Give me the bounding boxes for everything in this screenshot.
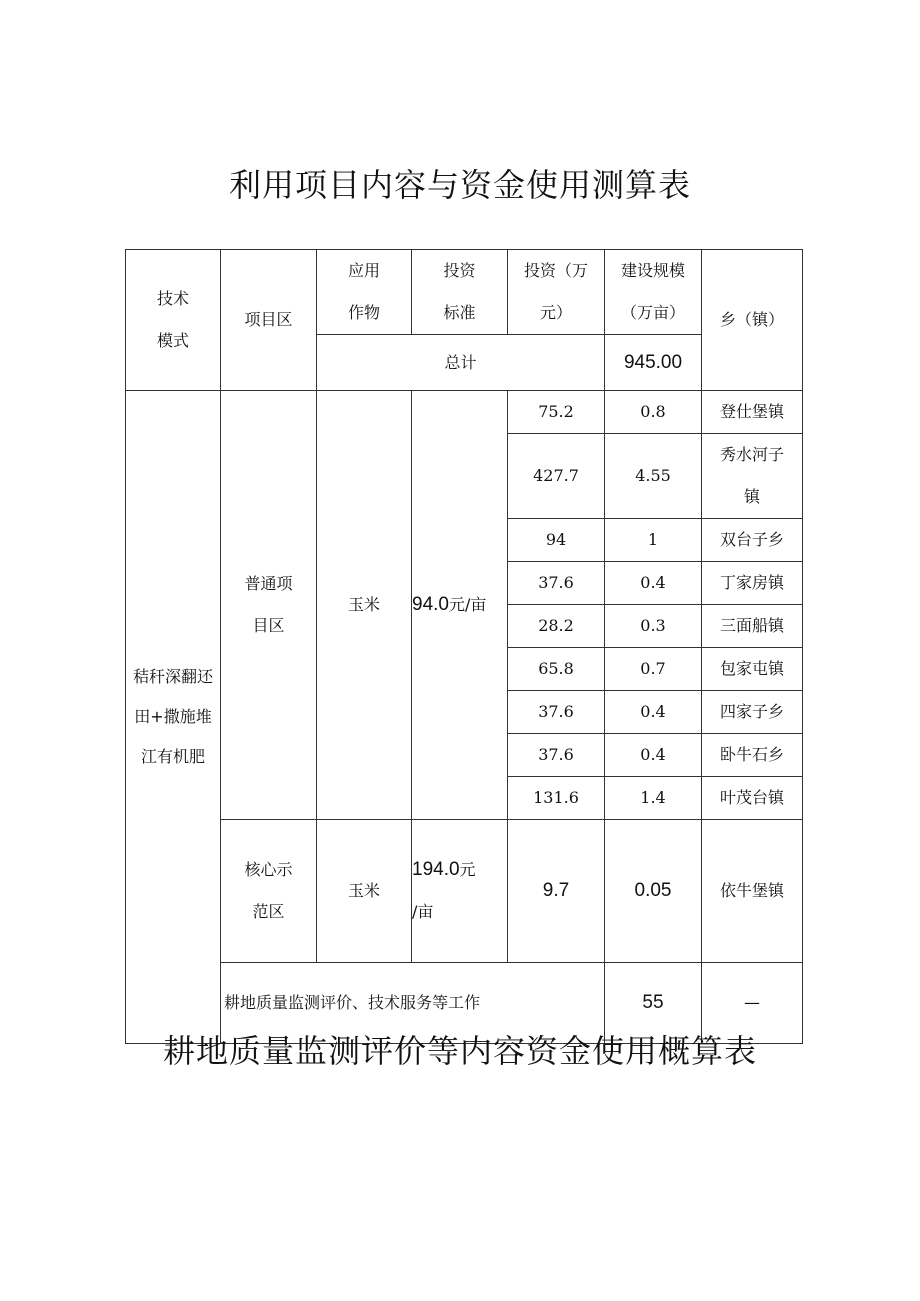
monitor-scale: — — [702, 963, 803, 1044]
header-invest: 投资（万元） — [508, 250, 605, 335]
invest-cell: 28.2 — [508, 605, 605, 648]
scale-cell: 4.55 — [605, 434, 702, 519]
scale-cell: 0.4 — [605, 691, 702, 734]
invest-cell: 131.6 — [508, 777, 605, 820]
core-invest: 9.7 — [508, 820, 605, 963]
monitor-label: 耕地质量监测评价、技术服务等工作 — [221, 963, 605, 1044]
core-area: 核心示范区 — [221, 820, 317, 963]
town-cell: 卧牛石乡 — [702, 734, 803, 777]
core-crop: 玉米 — [317, 820, 412, 963]
general-standard: 94.0元/亩 — [412, 391, 508, 820]
total-invest: 945.00 — [605, 335, 702, 391]
general-crop: 玉米 — [317, 391, 412, 820]
town-cell: 包家屯镇 — [702, 648, 803, 691]
town-cell: 登仕堡镇 — [702, 391, 803, 434]
invest-cell: 37.6 — [508, 734, 605, 777]
scale-cell: 1 — [605, 519, 702, 562]
scale-cell: 0.4 — [605, 734, 702, 777]
town-cell: 丁家房镇 — [702, 562, 803, 605]
scale-cell: 0.4 — [605, 562, 702, 605]
invest-cell: 427.7 — [508, 434, 605, 519]
table-row — [126, 820, 803, 963]
core-standard: 194.0元 /亩 — [412, 820, 508, 963]
budget-table — [125, 249, 803, 1044]
invest-cell: 37.6 — [508, 691, 605, 734]
header-scale: 建设规模（万亩） — [605, 250, 702, 335]
scale-cell: 0.3 — [605, 605, 702, 648]
header-town: 乡（镇） — [702, 250, 803, 391]
monitor-invest: 55 — [605, 963, 702, 1044]
scale-cell: 0.7 — [605, 648, 702, 691]
scale-cell: 1.4 — [605, 777, 702, 820]
general-area: 普通项目区 — [221, 391, 317, 820]
total-label: 总计 — [317, 335, 605, 391]
town-cell: 双台子乡 — [702, 519, 803, 562]
invest-cell: 75.2 — [508, 391, 605, 434]
header-standard: 投资标准 — [412, 250, 508, 335]
header-mode: 技术模式 — [126, 250, 221, 391]
section-title: 耕地质量监测评价等内容资金使用概算表 — [162, 1032, 757, 1070]
core-town: 依牛堡镇 — [702, 820, 803, 963]
town-cell: 叶茂台镇 — [702, 777, 803, 820]
town-cell: 四家子乡 — [702, 691, 803, 734]
core-scale: 0.05 — [605, 820, 702, 963]
header-crop: 应用作物 — [317, 250, 412, 335]
header-area: 项目区 — [221, 250, 317, 391]
table-row — [126, 391, 803, 434]
invest-cell: 94 — [508, 519, 605, 562]
page-title: 利用项目内容与资金使用测算表 — [228, 166, 691, 204]
town-cell: 三面船镇 — [702, 605, 803, 648]
scale-cell: 0.8 — [605, 391, 702, 434]
invest-cell: 37.6 — [508, 562, 605, 605]
invest-cell: 65.8 — [508, 648, 605, 691]
town-cell: 秀水河子镇 — [702, 434, 803, 519]
mode-value: 秸秆深翻还田+撒施堆江有机肥 — [126, 391, 221, 1044]
